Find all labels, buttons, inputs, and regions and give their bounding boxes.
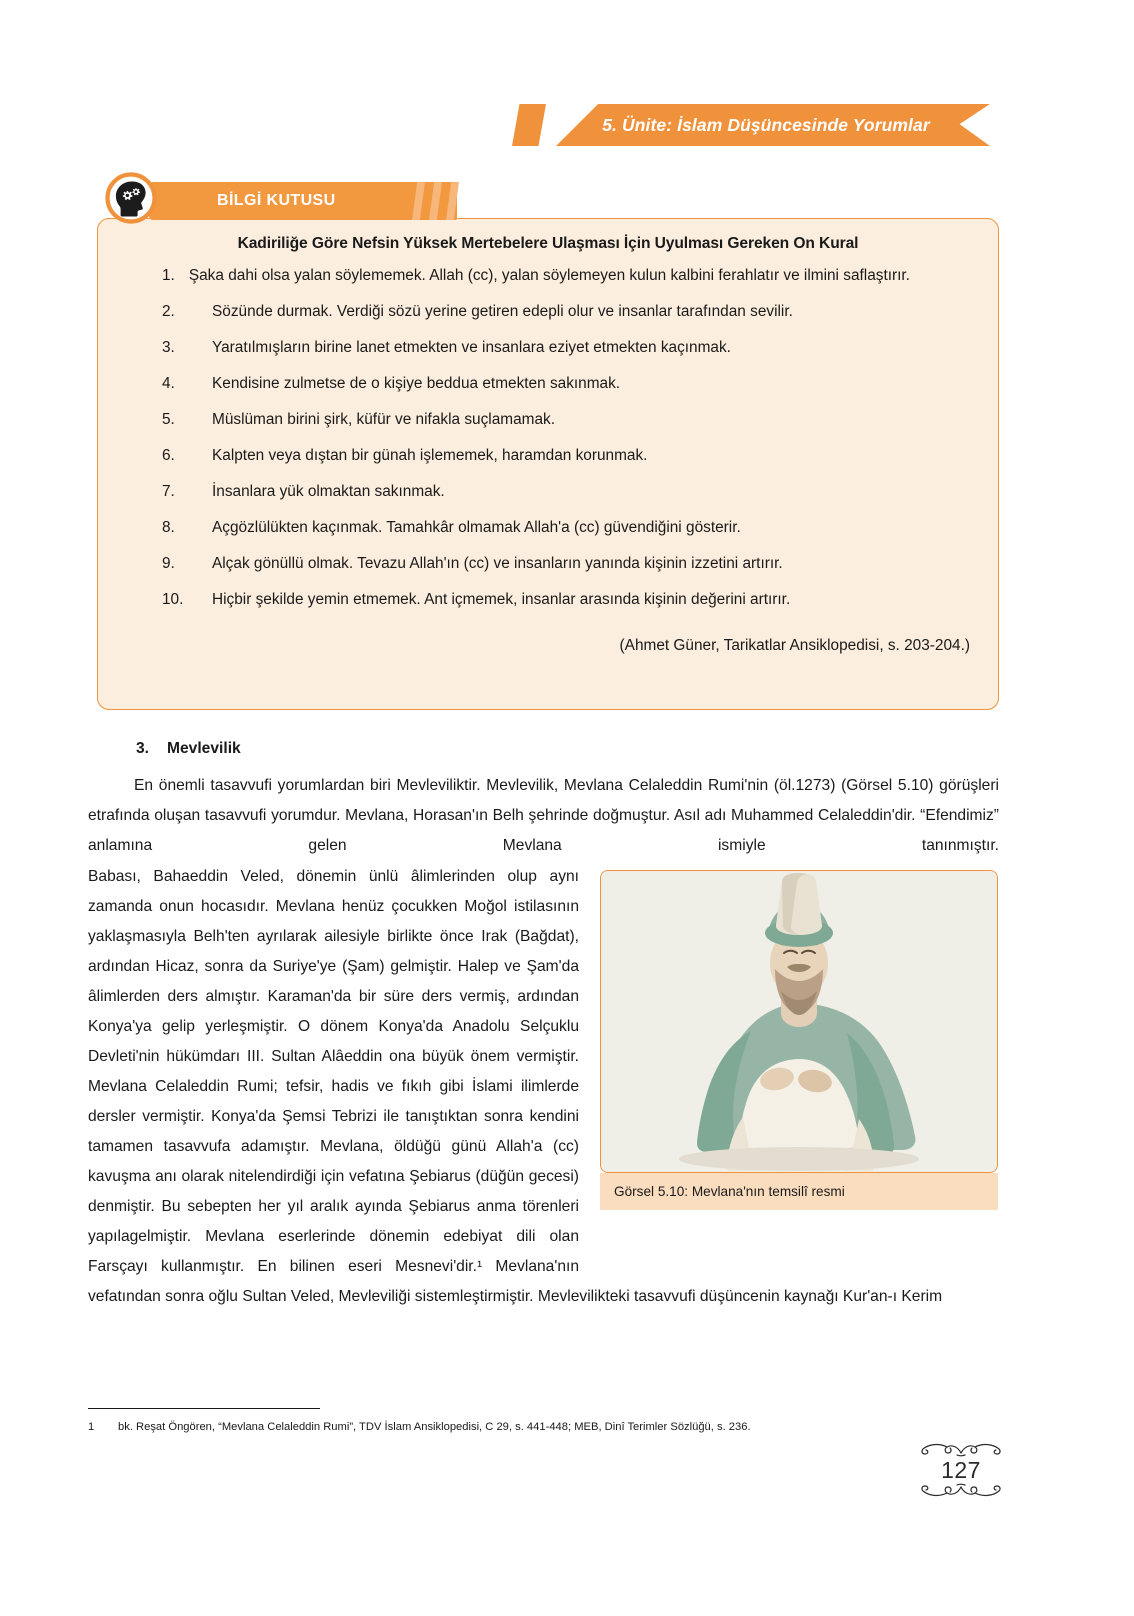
head-gears-icon [105, 172, 157, 224]
rule-number: 6. [162, 446, 175, 464]
page-number-block [905, 1428, 1017, 1512]
rule-number: 9. [162, 554, 175, 572]
rule-number: 3. [162, 338, 175, 356]
info-box-title-label: BİLGİ KUTUSU [217, 192, 336, 209]
chevron-icon [412, 182, 425, 220]
rule-number: 2. [162, 302, 175, 320]
footnote-marker: 1 [88, 1421, 95, 1433]
rule-text: Müslüman birini şirk, küfür ve nifakla suçlamamak. [212, 410, 555, 428]
figure-block [600, 870, 998, 1210]
rule-item [122, 510, 974, 546]
info-box-header [97, 172, 457, 224]
rule-number: 10. [162, 590, 184, 608]
rule-number: 1. [162, 266, 175, 284]
section-heading [136, 740, 241, 758]
rule-text: İnsanlara yük olmaktan sakınmak. [212, 482, 445, 500]
ornament-bottom-icon [909, 1483, 1013, 1499]
info-box-content [98, 236, 998, 653]
rule-item [122, 474, 974, 510]
rule-text: Yaratılmışların birine lanet etmekten ve insanlara eziyet etmekten kaçınmak. [212, 338, 731, 356]
info-box-chevrons [412, 182, 468, 220]
chevron-icon [429, 182, 442, 220]
rule-item [122, 366, 974, 402]
figure-image [600, 870, 998, 1173]
rule-item [122, 402, 974, 438]
rule-text: Sözünde durmak. Verdiği sözü yerine getiren edepli olur ve insanlar tarafından sevilir. [212, 302, 793, 320]
figure-caption: Görsel 5.10: Mevlana'nın temsilî resmi [600, 1173, 998, 1210]
banner-accent-chip [512, 104, 546, 146]
chevron-icon [446, 182, 459, 220]
rule-text: Şaka dahi olsa yalan söylememek. Allah (cc), yalan söylemeyen kulun kalbini ferahlatır ve ilmini saflaştırır. [188, 266, 910, 284]
rule-text: Kalpten veya dıştan bir günah işlememek, haramdan korunmak. [212, 446, 648, 464]
rule-item [122, 546, 974, 582]
ornament-top-icon [909, 1441, 1013, 1457]
rule-text: Kendisine zulmetse de o kişiye beddua etmekten sakınmak. [212, 374, 621, 392]
rule-item [122, 330, 974, 366]
rule-number: 5. [162, 410, 175, 428]
rule-number: 4. [162, 374, 175, 392]
footnote-text: bk. Reşat Öngören, “Mevlana Celaleddin Rumi”, TDV İslam Ansiklopedisi, C 29, s. 441-448; MEB, Dinî Terimler Sözlüğü, s. 236. [118, 1421, 751, 1433]
footnote [88, 1419, 999, 1435]
rule-item [122, 258, 974, 294]
rule-item [122, 582, 974, 618]
rule-number: 7. [162, 482, 175, 500]
unit-title: 5. Ünite: İslam Düşüncesinde Yorumlar [602, 114, 930, 135]
section-number: 3. [136, 740, 150, 757]
section-title: Mevlevilik [167, 740, 241, 757]
rule-text: Alçak gönüllü olmak. Tevazu Allah'ın (cc) ve insanların yanında kişinin izzetini artırır. [212, 554, 783, 572]
footnote-divider [88, 1408, 320, 1409]
rule-number: 8. [162, 518, 175, 536]
rule-item [122, 438, 974, 474]
rule-text: Açgözlülükten kaçınmak. Tamahkâr olmamak Allah'a (cc) güvendiğini gösterir. [212, 518, 741, 536]
unit-banner [0, 104, 1134, 146]
rule-item [122, 294, 974, 330]
rule-text: Hiçbir şekilde yemin etmemek. Ant içmemek, insanlar arasında kişinin değerini artırır. [212, 590, 791, 608]
page-number: 127 [941, 1457, 981, 1483]
rules-title: Kadiriliğe Göre Nefsin Yüksek Mertebelere Ulaşması İçin Uyulması Gereken On Kural [237, 235, 859, 252]
rules-source-citation: (Ahmet Güner, Tarikatlar Ansiklopedisi, s. 203-204.) [619, 636, 970, 654]
main-paragraph: Babası, Bahaeddin Veled, dönemin ünlü âlimlerinden olup aynı zamanda onun hocasıdır. Mevlana henüz çocukken Moğol istilasının yaklaşmasıyla Belh'ten ayrılarak ailesiyle birlikte önce Irak (Bağdat), ardından Hicaz, sonra da Suriye'ye (Şam) gelmiştir. Halep ve Şam'da âlimlerden ders almıştır. Karaman'da bir süre ders vermiş, ardından Konya'ya gelip yerleşmiştir. O dönem Konya'da Anadolu Selçuklu Devleti'nin hükümdarı III. Sultan Alâeddin ona büyük önem vermiştir. Mevlana Celaleddin Rumi; tefsir, hadis ve fıkıh gibi İslami ilimlerde dersler vermiştir. Konya'da Şemsi Tebrizi ile tanıştıktan sonra kendini tamamen tasavvufa adamıştır. Mevlana, öldüğü günü Allah'a (cc) kavuşma anı olarak nitelendirdiği için vefatına Şebiarus (düğün gecesi) denmiştir. Bu sebepten her yıl aralık ayında Şebiarus anma törenleri yapılagelmiştir. Mevlana eserlerinde dönemin edebiyat dili olan Farsçayı kullanmıştır. En bilinen eseri Mesnevi'dir.¹ Mevlana'nın vefatından sonra oğlu Sultan Veled, Mevleviliği sistemleştirmiştir. Mevlevilikteki tasavvufi düşüncenin kaynağı Kur'an-ı Kerim [88, 868, 943, 1305]
intro-paragraph: En önemli tasavvufi yorumlardan biri Mevleviliktir. Mevlevilik, Mevlana Celaleddin Rumi'nin (öl.1273) (Görsel 5.10) görüşleri etrafında oluşan tasavvufi yorumdur. Mevlana, Horasan'ın Belh şehrinde doğmuştur. Asıl adı Muhammed Celaleddin'dir. “Efendimiz” anlamına gelen Mevlana ismiyle tanınmıştır. [88, 777, 999, 854]
